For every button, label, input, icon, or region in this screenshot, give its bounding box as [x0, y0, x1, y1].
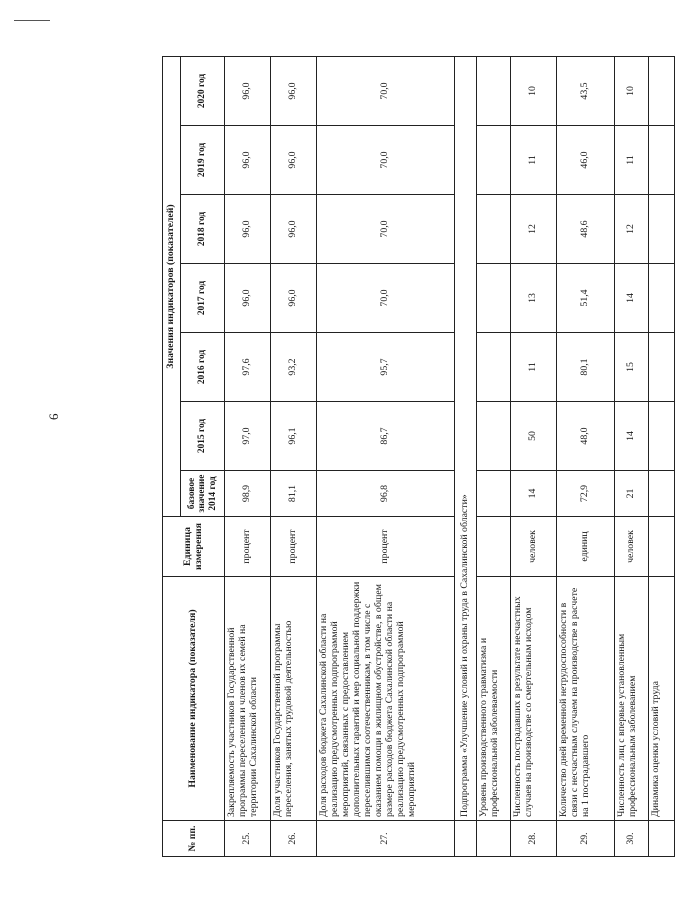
indicator-name: Уровень производственного травматизма и профессиональной заболеваемости	[477, 577, 511, 821]
value-cell: 11	[511, 333, 557, 402]
indicator-name: Численность лиц с впервые установленным профессиональным заболеванием	[615, 577, 649, 821]
value-cell	[477, 264, 511, 333]
value-cell: 11	[615, 126, 649, 195]
value-cell: 51,4	[557, 264, 615, 333]
value-cell	[477, 126, 511, 195]
table-row	[557, 57, 615, 857]
indicator-name: Закрепляемость участников Государственной программы переселения и членов их семей на территории Сахалинской области	[225, 577, 271, 821]
table-row	[225, 57, 271, 857]
header-year: 2018 год	[181, 195, 225, 264]
base-value	[649, 471, 675, 517]
value-cell: 10	[511, 57, 557, 126]
value-cell: 96,1	[271, 402, 317, 471]
table-body	[225, 57, 675, 857]
indicator-name: Численность пострадавших в результате несчастных случаев на производстве со смертельным исходом	[511, 577, 557, 821]
value-cell	[477, 402, 511, 471]
value-cell	[649, 264, 675, 333]
rotated-table-container	[162, 57, 661, 857]
indicator-name: Доля участников Государственной программы переселения, занятых трудовой деятельностью	[271, 577, 317, 821]
value-cell: 96,0	[225, 195, 271, 264]
unit-cell: процент	[225, 517, 271, 577]
value-cell: 12	[615, 195, 649, 264]
value-cell: 70,0	[317, 57, 455, 126]
row-number	[649, 821, 675, 857]
base-value: 21	[615, 471, 649, 517]
header-year: 2020 год	[181, 57, 225, 126]
value-cell	[477, 333, 511, 402]
value-cell: 80,1	[557, 333, 615, 402]
unit-cell: человек	[615, 517, 649, 577]
unit-cell: человек	[511, 517, 557, 577]
row-number: 25.	[225, 821, 271, 857]
value-cell	[649, 402, 675, 471]
header-year: 2016 год	[181, 333, 225, 402]
unit-cell: единиц	[557, 517, 615, 577]
base-value: 72,9	[557, 471, 615, 517]
table-row	[477, 57, 511, 857]
table-row	[649, 57, 675, 857]
value-cell: 70,0	[317, 195, 455, 264]
value-cell: 15	[615, 333, 649, 402]
unit-cell	[649, 517, 675, 577]
value-cell: 96,0	[271, 264, 317, 333]
value-cell: 50	[511, 402, 557, 471]
base-value: 98,9	[225, 471, 271, 517]
value-cell	[477, 57, 511, 126]
row-number: 27.	[317, 821, 455, 857]
value-cell: 48,0	[557, 402, 615, 471]
value-cell: 86,7	[317, 402, 455, 471]
table-row	[317, 57, 455, 857]
table-row	[615, 57, 649, 857]
indicator-name: Количество дней временной нетрудоспособности в связи с несчастным случаем на производстве в расчете на 1 пострадавшего	[557, 577, 615, 821]
value-cell: 96,0	[271, 57, 317, 126]
header-year: 2015 год	[181, 402, 225, 471]
base-value: 14	[511, 471, 557, 517]
table-row	[511, 57, 557, 857]
value-cell	[649, 57, 675, 126]
row-number: 28.	[511, 821, 557, 857]
value-cell: 96,0	[225, 264, 271, 333]
corner-rule	[14, 20, 50, 21]
value-cell: 11	[511, 126, 557, 195]
header-year: 2019 год	[181, 126, 225, 195]
value-cell: 13	[511, 264, 557, 333]
base-value: 96,8	[317, 471, 455, 517]
value-cell: 14	[615, 264, 649, 333]
subprogram-title: Подпрограмма «Улучшение условий и охраны труда в Сахалинской области»	[455, 57, 477, 821]
row-number	[477, 821, 511, 857]
table-header	[163, 57, 225, 857]
value-cell: 48,6	[557, 195, 615, 264]
indicator-name: Динамика оценки условий труда	[649, 577, 675, 821]
unit-cell: процент	[271, 517, 317, 577]
value-cell	[649, 333, 675, 402]
header-unit: Единица измерения	[163, 517, 225, 577]
value-cell: 12	[511, 195, 557, 264]
value-cell: 96,0	[225, 57, 271, 126]
value-cell: 43,5	[557, 57, 615, 126]
value-cell: 97,0	[225, 402, 271, 471]
header-base: базовое значение 2014 год	[181, 471, 225, 517]
base-value	[477, 471, 511, 517]
value-cell: 95,7	[317, 333, 455, 402]
row-number: 30.	[615, 821, 649, 857]
value-cell: 70,0	[317, 126, 455, 195]
value-cell: 70,0	[317, 264, 455, 333]
base-value: 81,1	[271, 471, 317, 517]
unit-cell	[477, 517, 511, 577]
indicator-name: Доля расходов бюджета Сахалинской области на реализацию предусмотренных подпрограммой мероприятий, связанных с предоставлением дополнительных гарантий и мер социальной поддержки переселившимся соотечественникам, в том числе с оказанием помощи в жилищном обустройстве, в общем размере расходов бюджета Сахалинской области на реализацию предусмотренных подпрограммой мероприятий	[317, 577, 455, 821]
row-number	[455, 821, 477, 857]
value-cell: 96,0	[225, 126, 271, 195]
value-cell: 96,0	[271, 195, 317, 264]
value-cell: 96,0	[271, 126, 317, 195]
header-name: Наименование индикатора (показателя)	[163, 577, 225, 821]
header-year: 2017 год	[181, 264, 225, 333]
table-row	[271, 57, 317, 857]
indicators-table	[162, 56, 675, 857]
subprogram-row	[455, 57, 477, 857]
value-cell: 46,0	[557, 126, 615, 195]
value-cell	[649, 195, 675, 264]
value-cell	[649, 126, 675, 195]
value-cell: 14	[615, 402, 649, 471]
value-cell	[477, 195, 511, 264]
value-cell: 10	[615, 57, 649, 126]
header-num: № пп.	[163, 821, 225, 857]
row-number: 29.	[557, 821, 615, 857]
value-cell: 93,2	[271, 333, 317, 402]
unit-cell: процент	[317, 517, 455, 577]
row-number: 26.	[271, 821, 317, 857]
value-cell: 97,6	[225, 333, 271, 402]
page-number: 6	[46, 413, 61, 420]
header-values-group: Значения индикаторов (показателей)	[163, 57, 181, 517]
